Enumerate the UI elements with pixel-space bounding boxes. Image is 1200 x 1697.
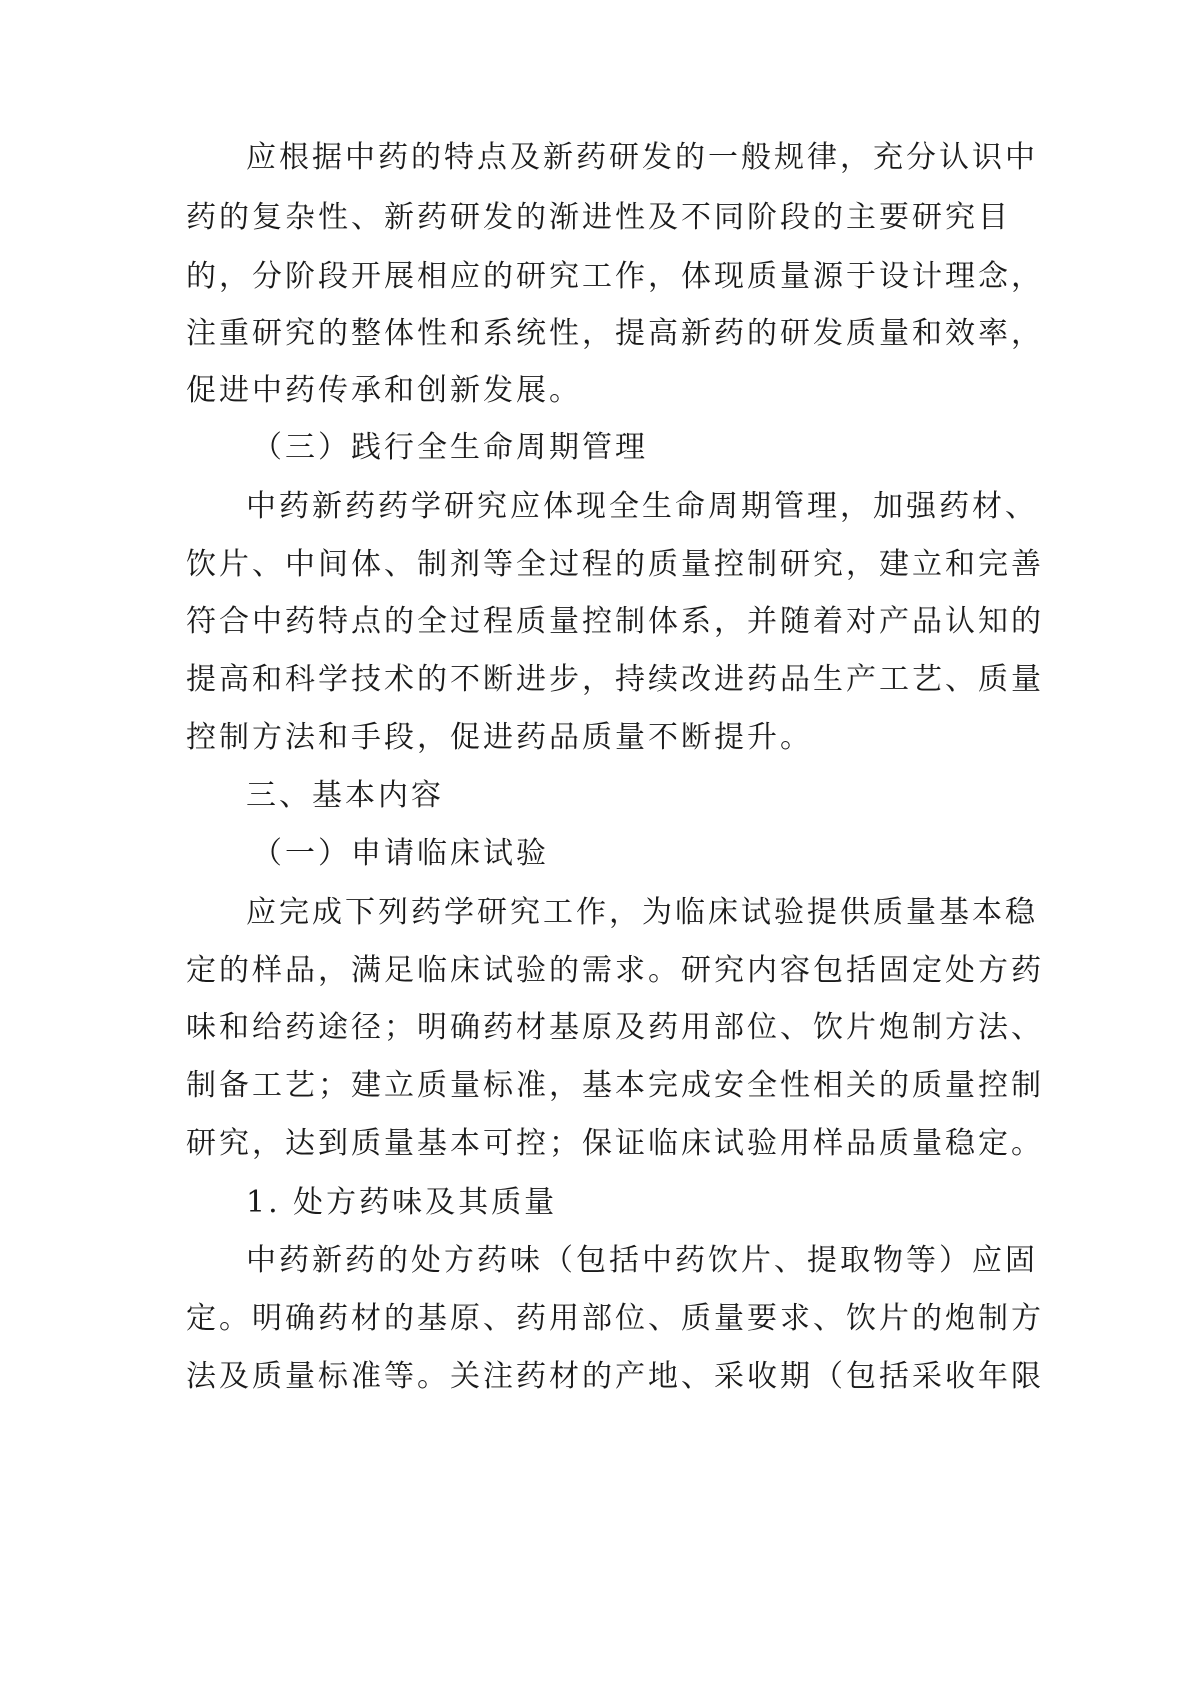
paragraph-line: 提高和科学技术的不断进步，持续改进药品生产工艺、质量 bbox=[186, 662, 1044, 697]
paragraph-line: 定的样品，满足临床试验的需求。研究内容包括固定处方药 bbox=[186, 953, 1044, 988]
paragraph-line: 饮片、中间体、制剂等全过程的质量控制研究，建立和完善 bbox=[186, 547, 1044, 582]
paragraph-line: 中药新药药学研究应体现全生命周期管理，加强药材、 bbox=[246, 489, 1038, 524]
paragraph-line: 应完成下列药学研究工作，为临床试验提供质量基本稳 bbox=[246, 895, 1038, 930]
paragraph-line: 控制方法和手段，促进药品质量不断提升。 bbox=[186, 720, 813, 755]
section-heading: 三、基本内容 bbox=[246, 778, 444, 813]
paragraph-line: 符合中药特点的全过程质量控制体系，并随着对产品认知的 bbox=[186, 604, 1044, 639]
section-heading: （一）申请临床试验 bbox=[252, 836, 549, 871]
paragraph-line: 中药新药的处方药味（包括中药饮片、提取物等）应固 bbox=[246, 1243, 1038, 1278]
paragraph-line: 促进中药传承和创新发展。 bbox=[186, 373, 582, 408]
paragraph-line: 定。明确药材的基原、药用部位、质量要求、饮片的炮制方 bbox=[186, 1301, 1044, 1336]
paragraph-line: 味和给药途径；明确药材基原及药用部位、饮片炮制方法、 bbox=[186, 1010, 1044, 1045]
paragraph-line: 研究，达到质量基本可控；保证临床试验用样品质量稳定。 bbox=[186, 1126, 1044, 1161]
paragraph-line: 应根据中药的特点及新药研发的一般规律，充分认识中 bbox=[246, 140, 1038, 175]
paragraph-line: 药的复杂性、新药研发的渐进性及不同阶段的主要研究目 bbox=[186, 200, 1011, 235]
paragraph-line: 注重研究的整体性和系统性，提高新药的研发质量和效率， bbox=[186, 316, 1044, 351]
paragraph-line: 法及质量标准等。关注药材的产地、采收期（包括采收年限 bbox=[186, 1359, 1044, 1394]
section-heading: （三）践行全生命周期管理 bbox=[252, 430, 648, 465]
paragraph-line: 的，分阶段开展相应的研究工作，体现质量源于设计理念， bbox=[186, 259, 1044, 294]
paragraph-line: 制备工艺；建立质量标准，基本完成安全性相关的质量控制 bbox=[186, 1068, 1044, 1103]
section-heading: 1. 处方药味及其质量 bbox=[246, 1185, 558, 1220]
